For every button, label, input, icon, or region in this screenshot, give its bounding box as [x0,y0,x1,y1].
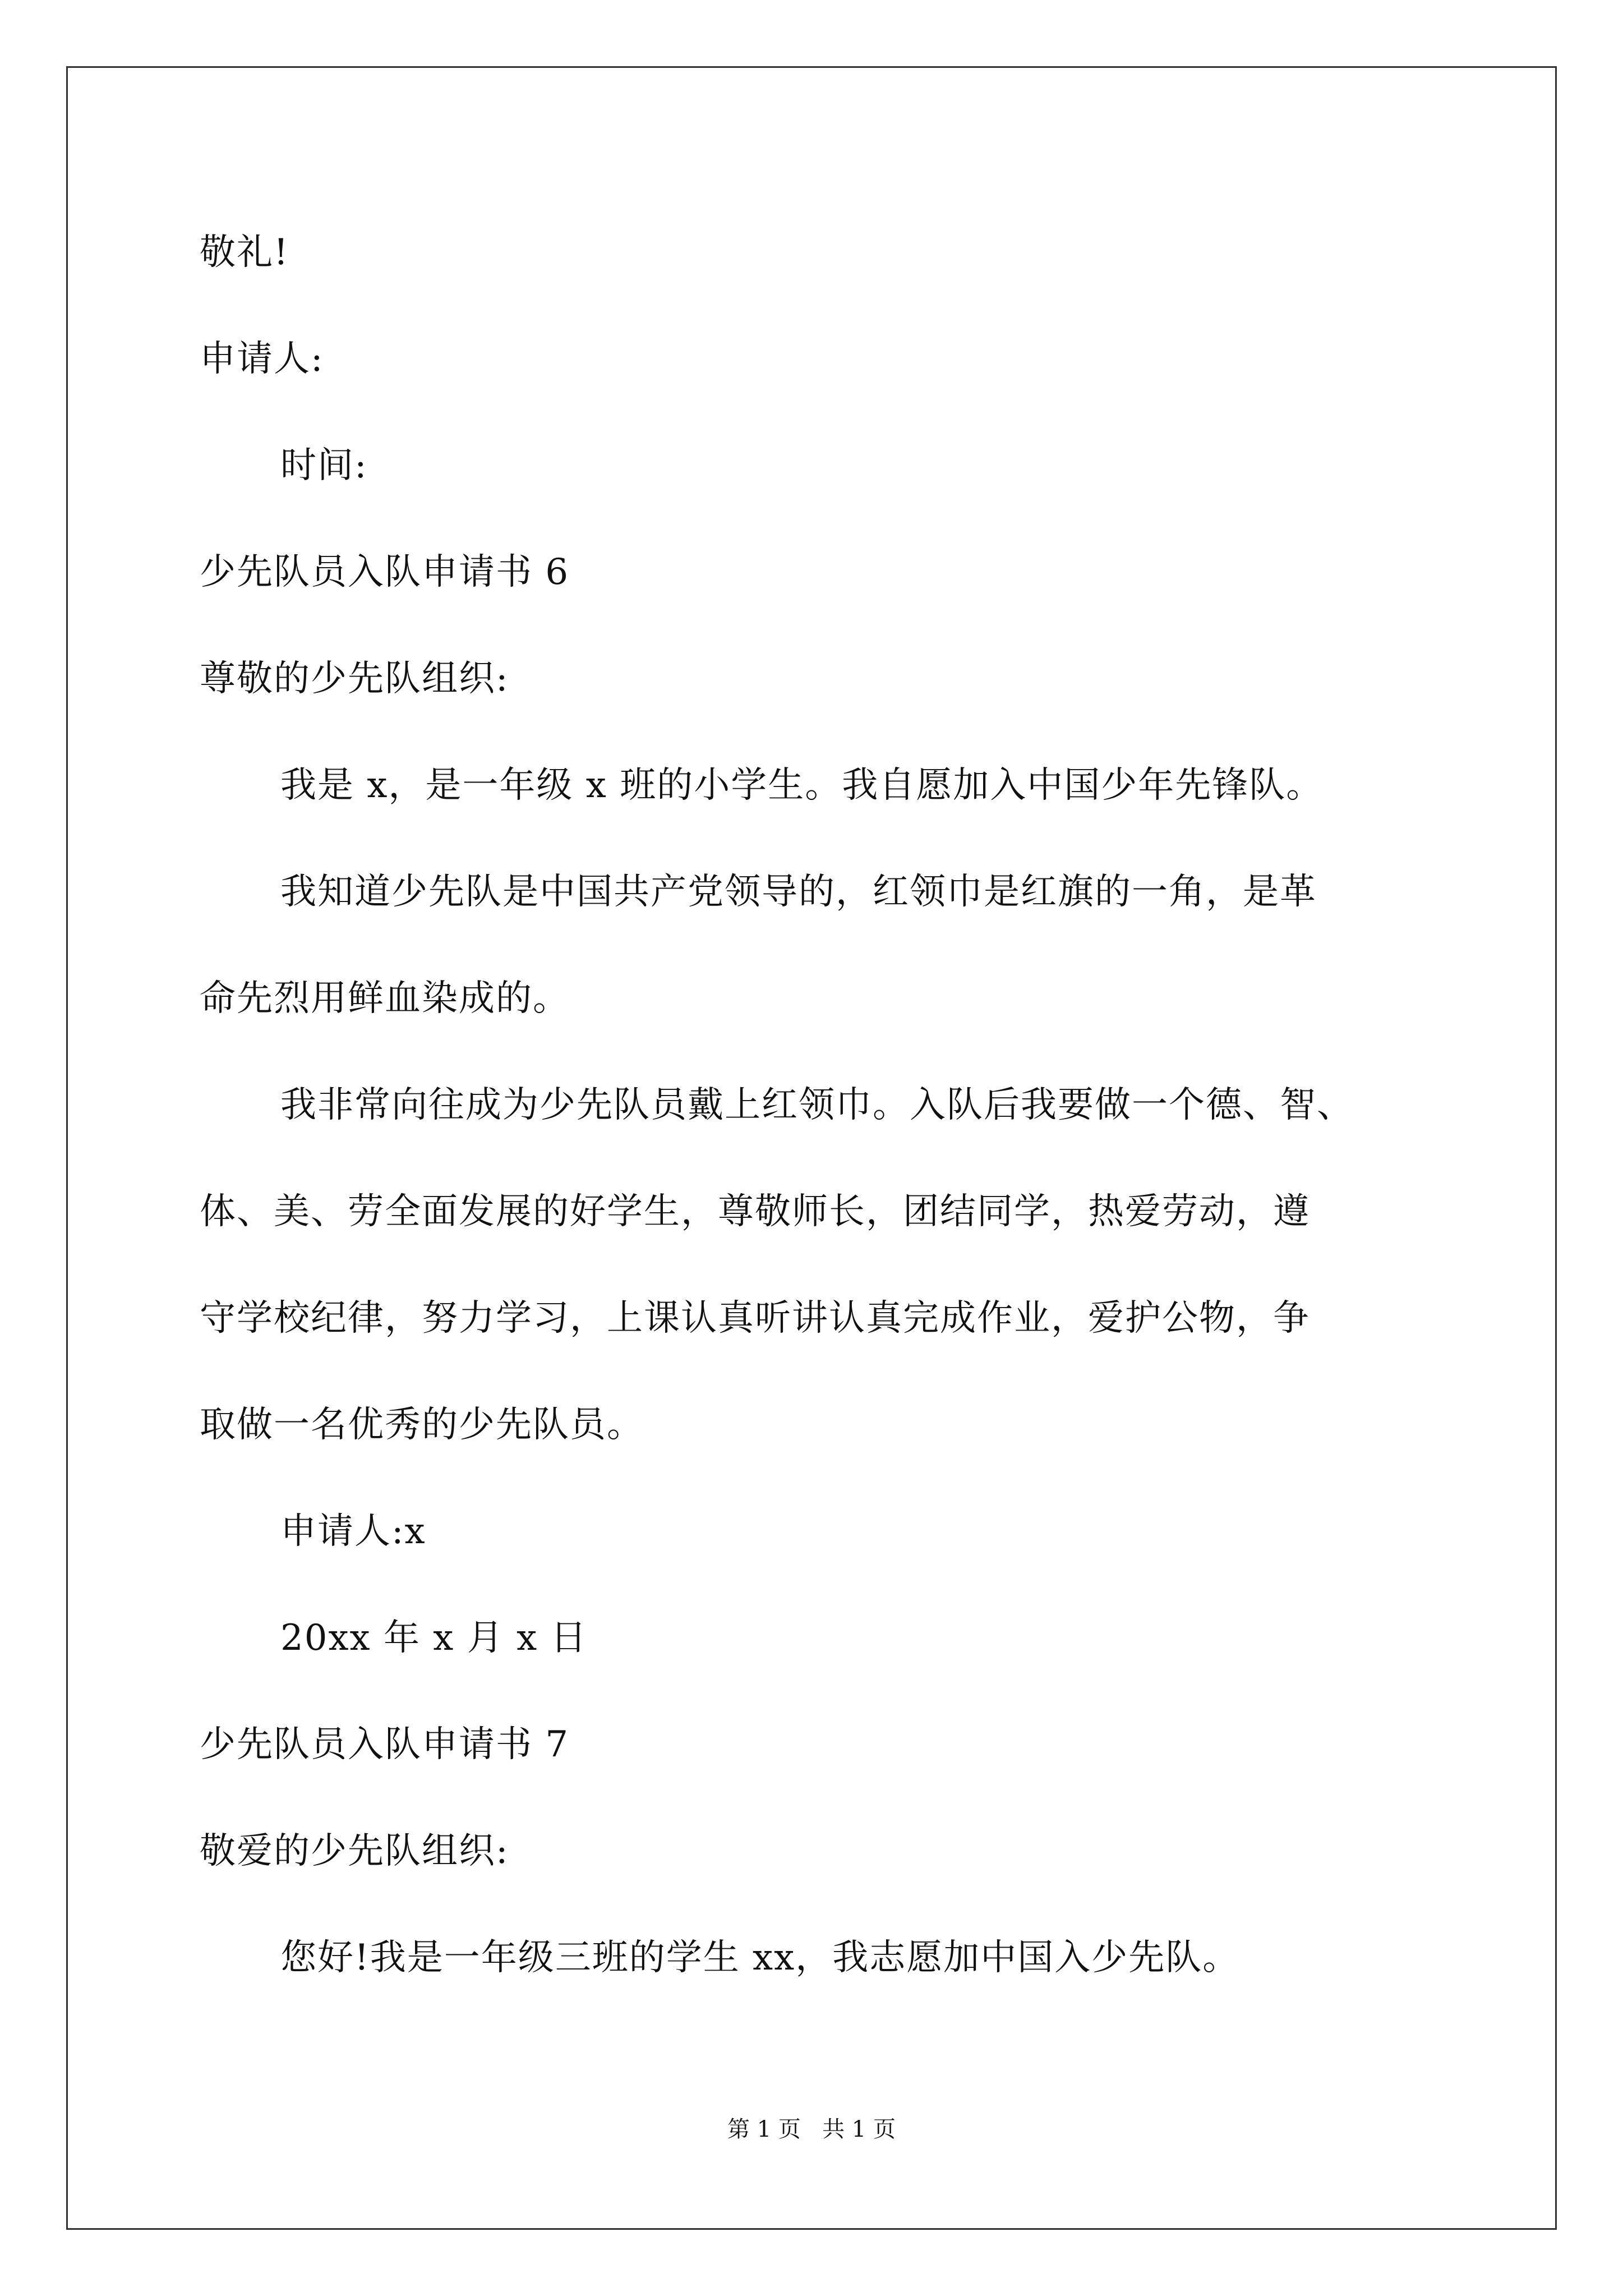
paragraph-line: 体、美、劳全面发展的好学生，尊敬师长，团结同学，热爱劳动，遵 [200,1191,1310,1232]
page-border [66,66,1557,2230]
applicant-signature: 申请人:x [280,1511,426,1552]
paragraph-line: 守学校纪律，努力学习，上课认真听讲认真完成作业，爱护公物，争 [200,1297,1310,1339]
paragraph-line: 您好!我是一年级三班的学生 xx，我志愿加中国入少先队。 [280,1937,1240,1978]
paragraph-line: 我是 x，是一年级 x 班的小学生。我自愿加入中国少年先锋队。 [280,765,1324,806]
paragraph-line: 我非常向往成为少先队员戴上红领巾。入队后我要做一个德、智、 [280,1084,1354,1126]
section-heading: 少先队员入队申请书 6 [200,551,570,593]
salutation: 敬爱的少先队组织: [200,1830,509,1872]
closing-salutation: 敬礼! [200,232,289,273]
paragraph-line: 我知道少先队是中国共产党领导的，红领巾是红旗的一角，是革 [280,871,1317,913]
paragraph-line: 命先烈用鲜血染成的。 [200,978,570,1019]
date-line: 20xx 年 x 月 x 日 [280,1617,588,1659]
page-footer: 第 1 页 共 1 页 [727,2116,896,2142]
salutation: 尊敬的少先队组织: [200,658,509,700]
date-label: 时间: [280,445,368,486]
applicant-label: 申请人: [200,338,324,380]
paragraph-line: 取做一名优秀的少先队员。 [200,1404,644,1446]
section-heading: 少先队员入队申请书 7 [200,1724,570,1765]
